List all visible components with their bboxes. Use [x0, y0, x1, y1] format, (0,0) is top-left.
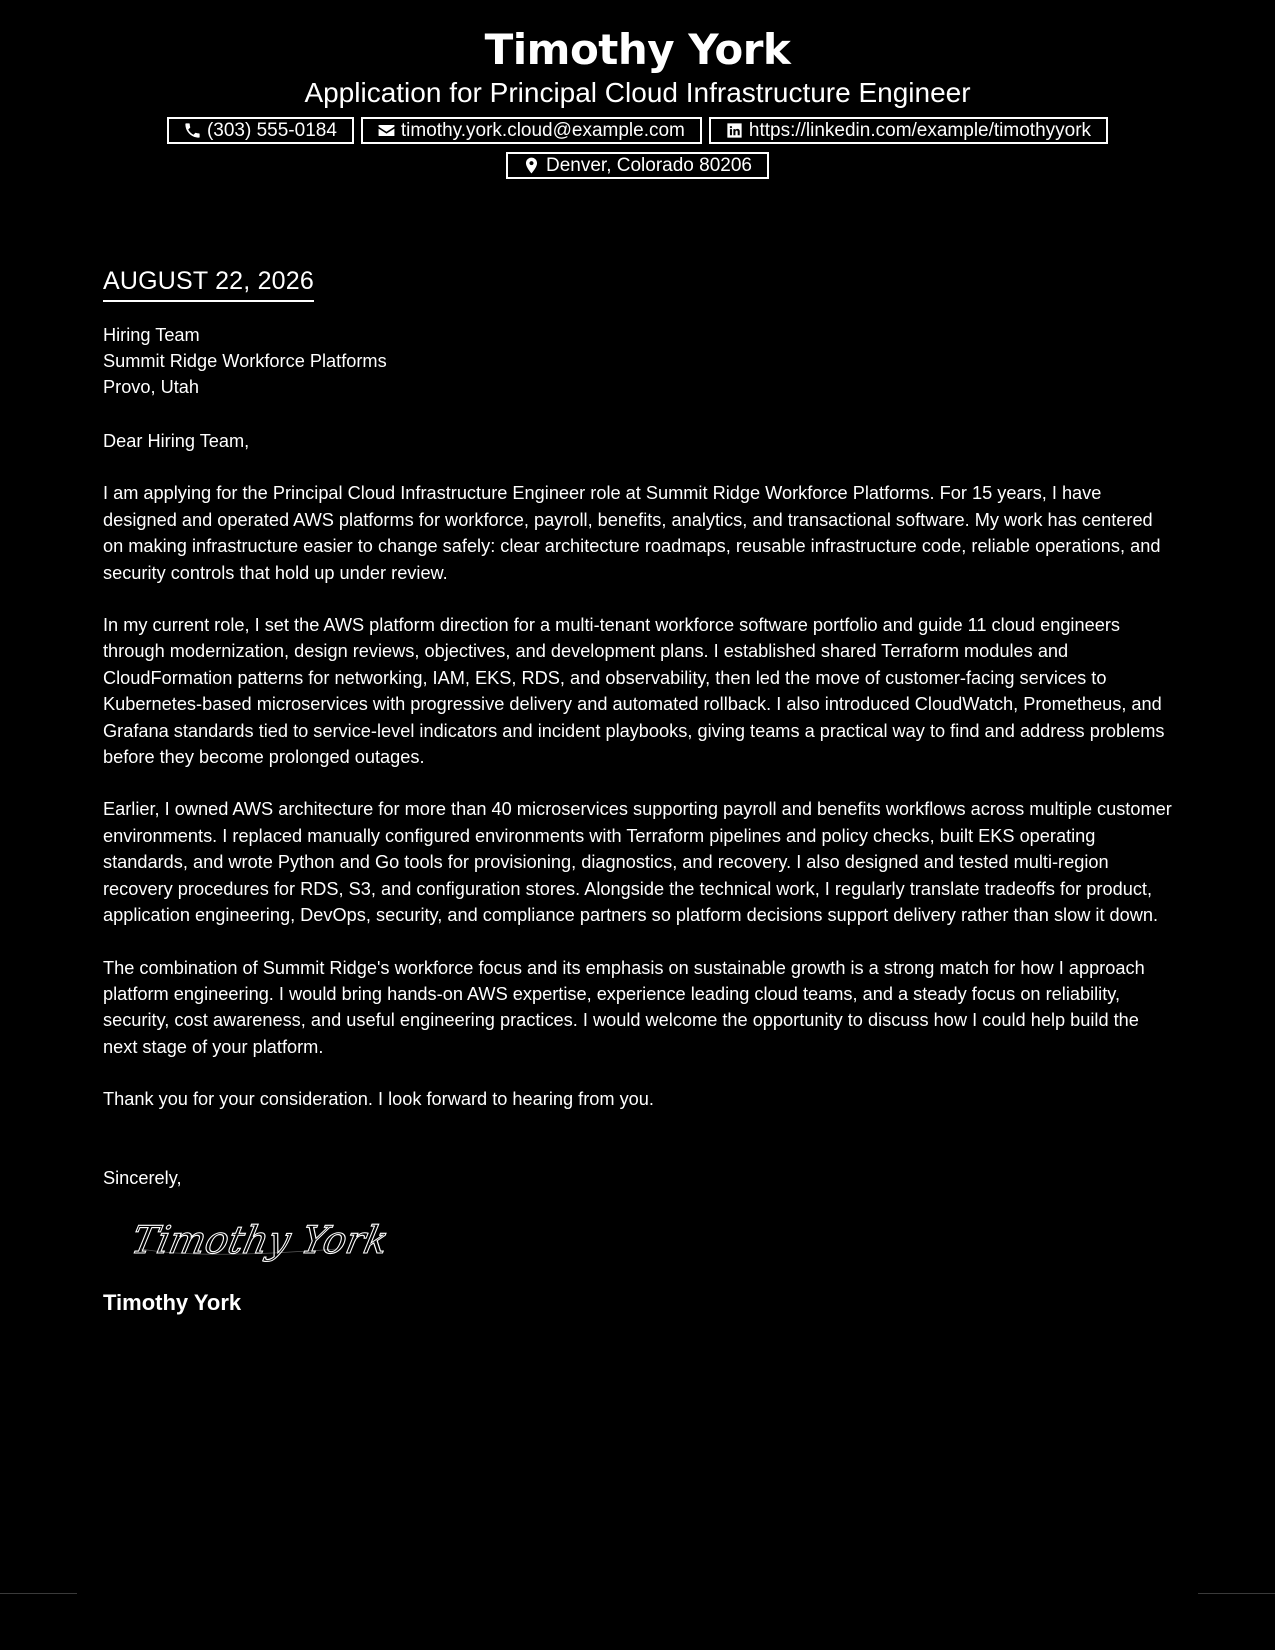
application-subtitle: Application for Principal Cloud Infrastructure Engineer [304, 77, 971, 108]
phone-contact[interactable] [167, 117, 354, 144]
linkedin-text: https://linkedin.com/example/timothyyork [748, 120, 1092, 141]
body-paragraph: Thank you for your consideration. I look forward to hearing from you. [103, 1089, 654, 1110]
email-contact[interactable] [361, 117, 702, 144]
body-paragraph: In my current role, I set the AWS platform direction for a multi-tenant workforce software portfolio and guide 11 cloud engineers through modernization, design reviews, objectives, and development plans. I established shared Terraform modules and CloudFormation patterns for networking, IAM, EKS, RDS, and observability, then led the move of customer-facing services to Kubernetes-based microservices with progressive delivery and automated rollback. I also introduced CloudWatch, Prometheus, and Grafana standards tied to service-level indicators and incident playbooks, giving teams a practical way to find and address problems before they become prolonged outages. [103, 615, 1165, 768]
envelope-icon [377, 121, 396, 140]
recipient-location: Provo, Utah [103, 377, 200, 397]
body-paragraph: I am applying for the Principal Cloud Infrastructure Engineer role at Summit Ridge Workforce Platforms. For 15 years, I have designed and operated AWS platforms for workforce, payroll, benefits, analytics, and transactional software. My work has centered on making infrastructure easier to change safely: clear architecture roadmaps, reusable infrastructure code, reliable operations, and security controls that hold up under review. [103, 483, 1161, 583]
footer-rule-right [1198, 1593, 1275, 1594]
contact-row-2 [0, 152, 1275, 179]
recipient-company: Summit Ridge Workforce Platforms [103, 351, 387, 371]
location-contact[interactable] [506, 152, 769, 179]
contact-row [0, 117, 1275, 144]
body-paragraph: Earlier, I owned AWS architecture for more than 40 microservices supporting payroll and benefits workflows across multiple customer environments. I replaced manually configured environments with Terraform pipelines and policy checks, built EKS operating standards, and wrote Python and Go tools for provisioning, diagnostics, and recovery. I also designed and tested multi-region recovery procedures for RDS, S3, and configuration stores. Alongside the technical work, I regularly translate tradeoffs for product, application engineering, DevOps, security, and compliance partners so platform decisions support delivery rather than slow it down. [103, 799, 1172, 926]
svg-text:Timothy York: Timothy York [127, 1218, 393, 1263]
letter-date: AUGUST 22, 2026 [103, 264, 314, 302]
body-paragraph: The combination of Summit Ridge's workforce focus and its emphasis on sustainable growth is a strong match for how I approach platform engineering. I would bring hands-on AWS expertise, experience leading cloud teams, and a steady focus on reliability, security, cost awareness, and useful engineering practices. I would welcome the opportunity to discuss how I could help build the next stage of your platform. [103, 957, 1145, 1057]
linkedin-contact[interactable] [709, 117, 1108, 144]
footer-rule-left [0, 1593, 77, 1594]
closing: Sincerely, [103, 1167, 182, 1188]
letter-header [0, 22, 1275, 179]
applicant-name: Timothy York [484, 25, 791, 74]
recipient-line: Hiring Team [103, 325, 200, 345]
phone-icon [183, 121, 202, 140]
handwritten-signature [127, 1209, 1175, 1279]
phone-text: (303) 555-0184 [206, 120, 337, 141]
recipient-block [103, 322, 1175, 400]
signer-name: Timothy York [103, 1289, 242, 1315]
email-text: timothy.york.cloud@example.com [400, 120, 685, 141]
letter-body [103, 264, 1175, 1317]
salutation: Dear Hiring Team, [103, 431, 250, 451]
map-marker-icon [522, 156, 541, 175]
location-text: Denver, Colorado 80206 [546, 155, 752, 176]
linkedin-icon [725, 121, 744, 140]
